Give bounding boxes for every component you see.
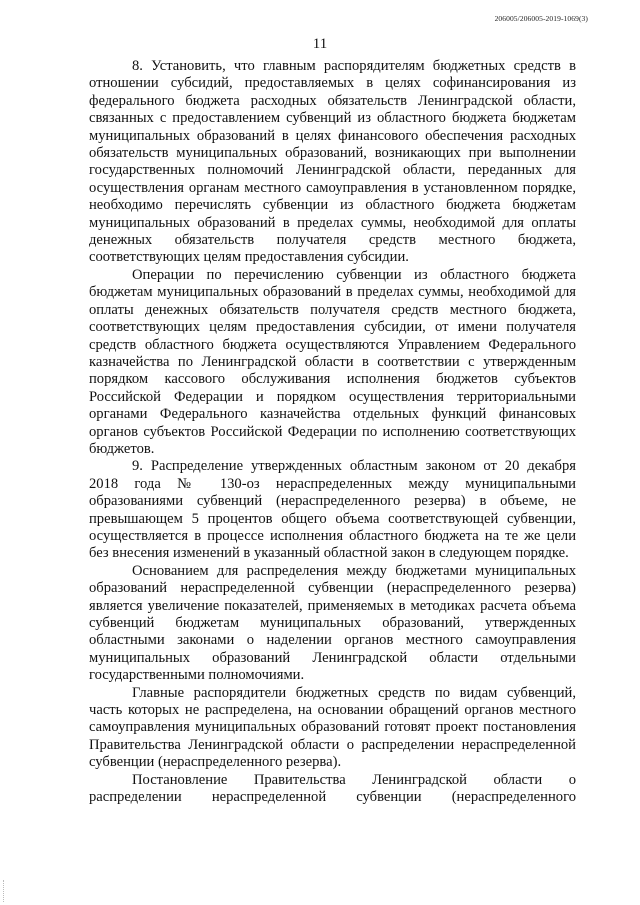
page-number: 11	[312, 36, 328, 52]
scan-edge-mark	[3, 880, 6, 902]
body-text	[89, 58, 576, 806]
paragraph-resolution: Постановление Правительства Ленинградской области о распределении нераспределенной субвенции (нераспределенного	[89, 771, 576, 806]
document-id: 206005/206005-2019-1069(3)	[494, 14, 588, 23]
paragraph-item-9: 9. Распределение утвержденных областным законом от 20 декабря 2018 года № 130-оз нераспределенных между муниципальными образованиями субвенций (нераспределенного резерва) в объеме, не превышающем 5 процентов общего объема соответствующей субвенции, осуществляется в процессе исполнения областного бюджета на те же цели без внесения изменений в указанный областной закон в следующем порядке.	[89, 458, 576, 562]
paragraph-main-administrators: Главные распорядители бюджетных средств по видам субвенций, часть которых не распределена, на основании обращений органов местного самоуправления муниципальных образований готовят проект постановления Правительства Ленинградской области о распределении нераспределенной субвенции (нераспределенного резерва).	[89, 684, 576, 771]
paragraph-item-8: 8. Установить, что главным распорядителям бюджетных средств в отношении субсидий, предоставляемых в целях софинансирования из федерального бюджета расходных обязательств Ленинградской области, связанных с предоставлением субвенций из областного бюджета бюджетам муниципальных образований в целях финансового обеспечения расходных обязательств муниципальных образований, возникающих при выполнении государственных полномочий Ленинградской области, переданных для осуществления органам местного самоуправления в установленном порядке, необходимо перечислять субвенции из областного бюджета бюджетам муниципальных образований в пределах суммы, необходимой для оплаты денежных обязательств получателя средств местного бюджета, соответствующих целям предоставления субсидии.	[89, 58, 576, 266]
paragraph-distribution-basis: Основанием для распределения между бюджетами муниципальных образований нераспределенной субвенции (нераспределенного резерва) является увеличение показателей, применяемых в методиках расчета объема субвенций бюджетам муниципальных образований, утвержденных областными законами о наделении органов местного самоуправления муниципальных образований Ленинградской области отдельными государственными полномочиями.	[89, 562, 576, 684]
paragraph-treasury-operations: Операции по перечислению субвенции из областного бюджета бюджетам муниципальных образований в пределах суммы, необходимой для оплаты денежных обязательств получателя средств местного бюджета, соответствующих целям предоставления субсидии, от имени получателя средств областного бюджета осуществляются Управлением Федерального казначейства по Ленинградской области в соответствии с утвержденным порядком кассового обслуживания исполнения бюджетов субъектов Российской Федерации и порядком осуществления территориальными органами Федерального казначейства отдельных функций финансовых органов субъектов Российской Федерации по исполнению соответствующих бюджетов.	[89, 266, 576, 457]
